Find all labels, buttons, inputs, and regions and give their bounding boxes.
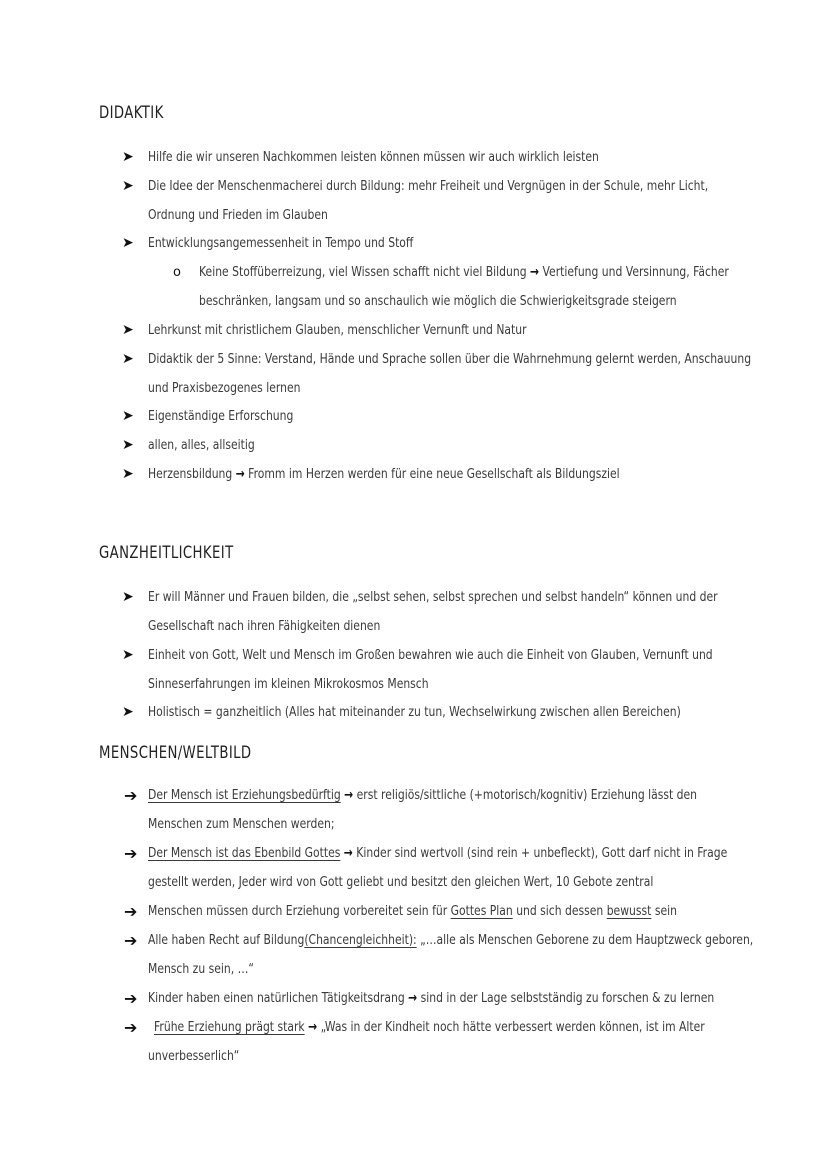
menschen-item-6-cont: unverbesserlich“ bbox=[148, 1048, 240, 1064]
menschen-item-2-underlined: Der Mensch ist das Ebenbild Gottes bbox=[148, 845, 341, 861]
didaktik-subitem-1-post: Vertiefung und Versinnung, Fächer bbox=[542, 264, 729, 280]
didaktik-item-1: Hilfe die wir unseren Nachkommen leisten können müssen wir auch wirklich leisten bbox=[148, 149, 599, 165]
right-arrow-icon: → bbox=[235, 466, 245, 482]
didaktik-item-8-post: Fromm im Herzen werden für eine neue Gesellschaft als Bildungsziel bbox=[248, 466, 620, 482]
right-arrow-icon: → bbox=[408, 990, 418, 1006]
right-arrow-icon: → bbox=[530, 264, 540, 280]
bullet-arrowhead-icon: ➤ bbox=[122, 322, 134, 338]
menschen-item-3 bbox=[148, 897, 677, 926]
didaktik-item-5: Didaktik der 5 Sinne: Verstand, Hände und Sprache sollen über die Wahrnehmung gelernt werden, Anschauung bbox=[148, 351, 752, 367]
didaktik-item-8-pre: Herzensbildung bbox=[148, 466, 233, 482]
bullet-bold-arrow-icon: ➔ bbox=[124, 989, 138, 1008]
menschen-item-4-cont: Mensch zu sein, …“ bbox=[148, 961, 254, 977]
menschen-item-4 bbox=[148, 926, 753, 955]
didaktik-item-6: Eigenständige Erforschung bbox=[148, 408, 294, 424]
menschen-item-3-mid: und sich dessen bbox=[516, 903, 604, 919]
menschen-item-5-pre: Kinder haben einen natürlichen Tätigkeitsdrang bbox=[148, 990, 405, 1006]
menschen-item-5-post: sind in der Lage selbstständig zu forschen & zu lernen bbox=[420, 990, 715, 1006]
menschen-item-1-cont: Menschen zum Menschen werden; bbox=[148, 816, 335, 832]
bullet-bold-arrow-icon: ➔ bbox=[124, 931, 138, 950]
didaktik-item-4: Lehrkunst mit christlichem Glauben, menschlicher Vernunft und Natur bbox=[148, 322, 527, 338]
didaktik-item-3: Entwicklungsangemessenheit in Tempo und Stoff bbox=[148, 235, 414, 251]
menschen-item-6-underlined: Frühe Erziehung prägt stark bbox=[154, 1019, 305, 1035]
menschen-item-4-pre: Alle haben Recht auf Bildung bbox=[148, 932, 305, 948]
menschen-item-3-underlined-1: Gottes Plan bbox=[450, 903, 513, 919]
didaktik-subitem-1 bbox=[199, 258, 729, 287]
right-arrow-icon: → bbox=[343, 845, 353, 861]
bullet-arrowhead-icon: ➤ bbox=[122, 466, 134, 482]
bullet-arrowhead-icon: ➤ bbox=[122, 647, 134, 663]
right-arrow-icon: → bbox=[344, 787, 354, 803]
ganzheit-item-2: Einheit von Gott, Welt und Mensch im Großen bewahren wie auch die Einheit von Glauben, Vernunft und bbox=[148, 647, 713, 663]
bullet-arrowhead-icon: ➤ bbox=[122, 437, 134, 453]
menschen-item-1-underlined: Der Mensch ist Erziehungsbedürftig bbox=[148, 787, 341, 803]
didaktik-subitem-1-cont: beschränken, langsam und so anschaulich wie möglich die Schwierigkeitsgrade steigern bbox=[199, 293, 677, 309]
bullet-bold-arrow-icon: ➔ bbox=[124, 786, 138, 805]
bullet-arrowhead-icon: ➤ bbox=[122, 589, 134, 605]
menschen-item-2 bbox=[148, 839, 727, 868]
bullet-arrowhead-icon: ➤ bbox=[122, 351, 134, 367]
bullet-arrowhead-icon: ➤ bbox=[122, 235, 134, 251]
didaktik-item-8 bbox=[148, 460, 620, 489]
menschen-item-2-post: Kinder sind wertvoll (sind rein + unbefleckt), Gott darf nicht in Frage bbox=[356, 845, 728, 861]
ganzheit-item-2-cont: Sinneserfahrungen im kleinen Mikrokosmos Mensch bbox=[148, 676, 429, 692]
bullet-bold-arrow-icon: ➔ bbox=[124, 902, 138, 921]
didaktik-subitem-1-pre: Keine Stoffüberreizung, viel Wissen schafft nicht viel Bildung bbox=[199, 264, 527, 280]
menschen-item-3-pre: Menschen müssen durch Erziehung vorbereitet sein für bbox=[148, 903, 448, 919]
menschen-item-4-post: „…alle als Menschen Geborene zu dem Hauptzweck geboren, bbox=[420, 932, 754, 948]
menschen-item-6-post: „Was in der Kindheit noch hätte verbessert werden können, ist im Alter bbox=[320, 1019, 705, 1035]
bullet-bold-arrow-icon: ➔ bbox=[124, 1018, 138, 1037]
didaktik-item-2: Die Idee der Menschenmacherei durch Bildung: mehr Freiheit und Vergnügen in der Schule, mehr Licht, bbox=[148, 178, 709, 194]
didaktik-item-5-cont: und Praxisbezogenes lernen bbox=[148, 380, 301, 396]
bullet-arrowhead-icon: ➤ bbox=[122, 149, 134, 165]
menschen-item-3-underlined-2: bewusst bbox=[606, 903, 652, 919]
heading-ganzheitlichkeit: GANZHEITLICHKEIT bbox=[99, 543, 234, 563]
menschen-item-1 bbox=[148, 781, 697, 810]
menschen-item-5 bbox=[148, 984, 714, 1013]
menschen-item-3-post: sein bbox=[654, 903, 677, 919]
menschen-item-2-cont: gestellt werden, Jeder wird von Gott geliebt und besitzt den gleichen Wert, 10 Gebote zentral bbox=[148, 874, 654, 890]
bullet-arrowhead-icon: ➤ bbox=[122, 178, 134, 194]
ganzheit-item-1-cont: Gesellschaft nach ihren Fähigkeiten dienen bbox=[148, 618, 381, 634]
bullet-bold-arrow-icon: ➔ bbox=[124, 844, 138, 863]
ganzheit-item-3: Holistisch = ganzheitlich (Alles hat miteinander zu tun, Wechselwirkung zwischen allen Bereichen) bbox=[148, 704, 681, 720]
menschen-item-4-underlined: (Chancengleichheit): bbox=[304, 932, 417, 948]
sub-bullet-circle-icon: o bbox=[173, 265, 181, 280]
heading-didaktik: DIDAKTIK bbox=[99, 103, 164, 123]
heading-menschen-weltbild: MENSCHEN/WELTBILD bbox=[99, 743, 252, 763]
menschen-item-6 bbox=[154, 1013, 705, 1042]
didaktik-item-2-cont: Ordnung und Frieden im Glauben bbox=[148, 207, 328, 223]
ganzheit-item-1: Er will Männer und Frauen bilden, die „selbst sehen, selbst sprechen und selbst handeln“ können und der bbox=[148, 589, 718, 605]
right-arrow-icon: → bbox=[308, 1019, 318, 1035]
bullet-arrowhead-icon: ➤ bbox=[122, 408, 134, 424]
didaktik-item-7: allen, alles, allseitig bbox=[148, 437, 255, 453]
menschen-item-1-post: erst religiös/sittliche (+motorisch/kognitiv) Erziehung lässt den bbox=[356, 787, 698, 803]
bullet-arrowhead-icon: ➤ bbox=[122, 704, 134, 720]
